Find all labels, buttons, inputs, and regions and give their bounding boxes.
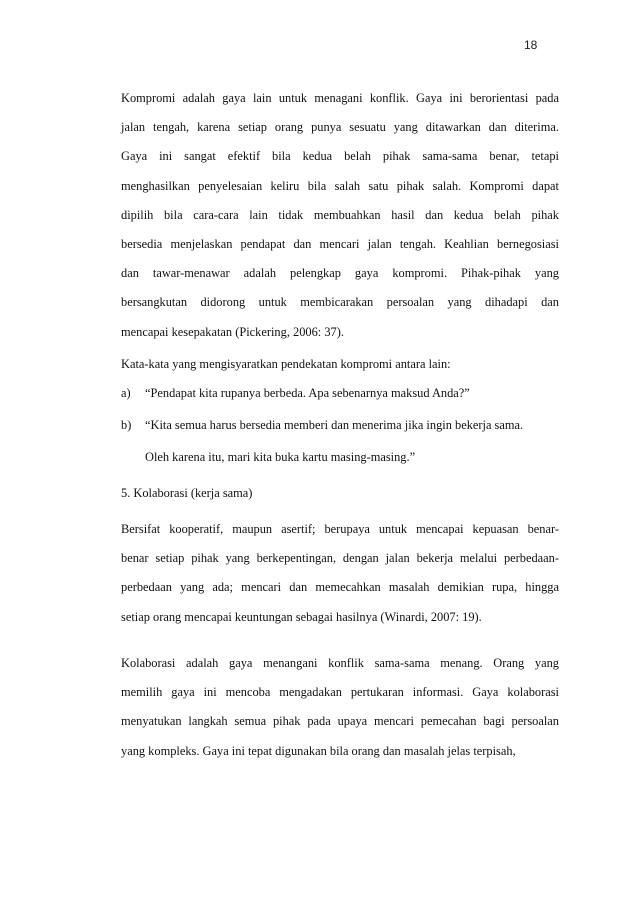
text-line: dan tawar-menawar adalah pelengkap gaya kompromi. Pihak-pihak yang [121, 266, 559, 281]
list-item-text: “Kita semua harus bersedia memberi dan menerima jika ingin bekerja sama. [145, 418, 524, 432]
list-marker: a) [121, 386, 131, 400]
text-line: Kolaborasi adalah gaya menangani konflik sama-sama menang. Orang yang [121, 656, 559, 670]
text-line: mencapai kesepakatan (Pickering, 2006: 37). [121, 324, 344, 339]
text-line: setiap orang mencapai keuntungan sebagai hasilnya (Winardi, 2007: 19). [121, 609, 482, 624]
text-line: bersangkutan didorong untuk membicarakan persoalan yang dihadapi dan [121, 295, 559, 310]
text-line: bersedia menjelaskan pendapat dan mencari jalan tengah. Keahlian bernegosiasi [121, 236, 559, 251]
text-line: jalan tengah, karena setiap orang punya sesuatu yang ditawarkan dan diterima. [121, 120, 559, 135]
paragraph-kolaborasi-definition [121, 522, 559, 639]
list-item [121, 418, 523, 432]
list-marker: b) [121, 418, 132, 432]
text-line: perbedaan yang ada; mencari dan memecahkan masalah demikian rupa, hingga [121, 580, 559, 595]
text-line: Bersifat kooperatif, maupun asertif; berupaya untuk mencapai kepuasan benar- [121, 522, 559, 536]
text-line: benar setiap pihak yang berkepentingan, dengan jalan bekerja melalui perbedaan- [121, 551, 559, 566]
text-line: memilih gaya ini mencoba mengadakan pertukaran informasi. Gaya kolaborasi [121, 685, 559, 700]
text-line: yang kompleks. Gaya ini tepat digunakan bila orang dan masalah jelas terpisah, [121, 743, 516, 758]
list-item-continuation: Oleh karena itu, mari kita buka kartu masing-masing.” [145, 450, 416, 464]
list-item-text: “Pendapat kita rupanya berbeda. Apa sebenarnya maksud Anda?” [145, 386, 470, 400]
text-line: menyatukan langkah semua pihak pada upaya mencari pemecahan bagi persoalan [121, 714, 559, 729]
page-number: 18 [524, 38, 538, 52]
section-heading: 5. Kolaborasi (kerja sama) [121, 486, 253, 500]
paragraph-kompromi [121, 91, 559, 354]
text-line: dipilih bila cara-cara lain tidak membuahkan hasil dan kedua belah pihak [121, 207, 559, 222]
text-line: Kompromi adalah gaya lain untuk menagani konflik. Gaya ini berorientasi pada [121, 91, 559, 105]
list-item [121, 386, 470, 400]
paragraph-kolaborasi-style [121, 656, 559, 773]
text-line: menghasilkan penyelesaian keliru bila salah satu pihak salah. Kompromi dapat [121, 178, 559, 193]
list-intro: Kata-kata yang mengisyaratkan pendekatan kompromi antara lain: [121, 357, 451, 371]
text-line: Gaya ini sangat efektif bila kedua belah pihak sama-sama benar, tetapi [121, 149, 559, 164]
